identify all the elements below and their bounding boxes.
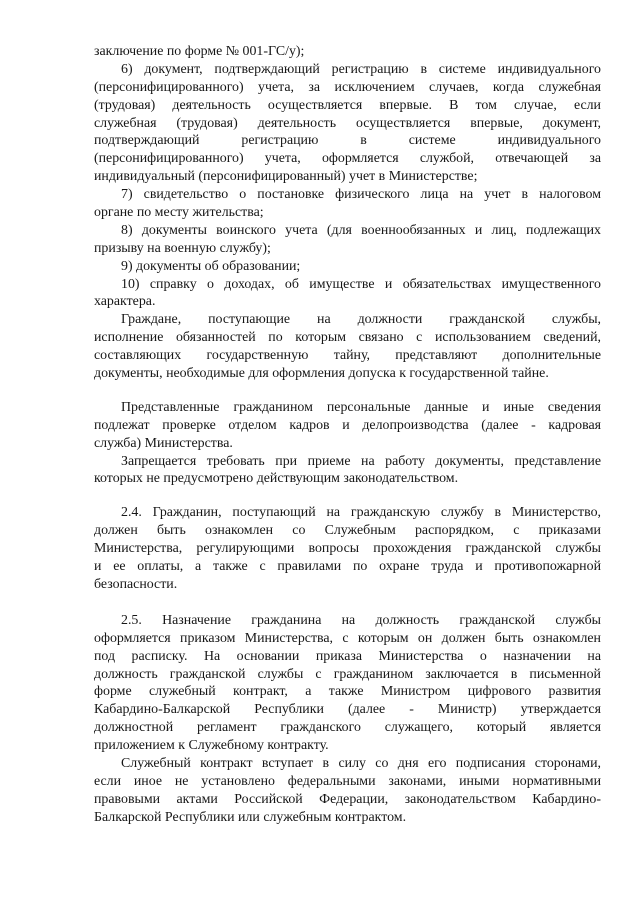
text-line: и ее оплаты, а также с правилами по охране труда и противопожарной <box>94 559 601 575</box>
text-line: исполнение обязанностей по которым связано с использованием сведений, <box>94 330 601 346</box>
text-line: призыву на военную службу); <box>94 240 271 256</box>
text-line: заключение по форме № 001-ГС/у); <box>94 44 305 59</box>
paragraph-spacer <box>94 594 601 612</box>
paragraph-spacer <box>94 488 601 504</box>
text-line: Кабардино-Балкарской Республики (далее - Министр) утверждается <box>94 702 601 718</box>
text-line: Министерства, регулирующими вопросы прохождения гражданской службы <box>94 541 601 557</box>
text-line: Граждане, поступающие на должности гражданской службы, <box>121 312 601 328</box>
text-line: должность гражданской службы с гражданином заключается в письменной <box>94 666 601 682</box>
text-line: безопасности. <box>94 576 178 592</box>
text-line: правовыми актами Российской Федерации, законодательством Кабардино- <box>94 791 601 807</box>
text-line: Представленные гражданином персональные данные и иные сведения <box>121 399 601 415</box>
paragraph-section-2-4 <box>94 504 601 593</box>
text-line: характера. <box>94 294 156 310</box>
text-line: 2.4. Гражданин, поступающий на гражданскую службу в Министерство, <box>121 505 601 521</box>
text-line: приложением к Служебному контракту. <box>94 738 329 754</box>
text-line: которых не предусмотрено действующим законодательством. <box>94 471 459 487</box>
text-line: 8) документы воинского учета (для военнообязанных и лиц, подлежащих <box>121 222 601 238</box>
text-line: документы, необходимые для оформления допуска к государственной тайне. <box>94 366 549 382</box>
paragraph-item-10-income-statement <box>94 276 601 312</box>
paragraph-contract-effective-date <box>94 755 601 827</box>
text-line: Запрещается требовать при приеме на работу документы, представление <box>121 453 601 469</box>
text-line: служебная (трудовая) деятельность осуществляется впервые, документ, <box>94 115 601 131</box>
text-line: служба) Министерства. <box>94 435 233 451</box>
text-line: подтверждающий регистрацию в системе индивидуального <box>94 133 601 149</box>
text-line: 2.5. Назначение гражданина на должность гражданской службы <box>121 612 601 628</box>
paragraph-item-6-registration-document <box>94 61 601 186</box>
text-line: должностной регламент гражданского служащего, который является <box>94 720 601 736</box>
paragraph-prohibited-document-requests <box>94 453 601 489</box>
text-line: 6) документ, подтверждающий регистрацию в системе индивидуального <box>121 61 601 77</box>
text-line: 9) документы об образовании; <box>121 258 301 274</box>
paragraph-medical-conclusion-end <box>94 43 601 61</box>
text-line: Служебный контракт вступает в силу со дня его подписания сторонами, <box>121 755 601 771</box>
paragraph-spacer <box>94 383 601 399</box>
text-line: под расписку. На основании приказа Министерства о назначении на <box>94 648 601 664</box>
text-line: 7) свидетельство о постановке физического лица на учет в налоговом <box>121 187 601 203</box>
paragraph-section-2-5 <box>94 612 601 755</box>
text-line: оформляется приказом Министерства, с которым он должен быть ознакомлен <box>94 630 601 646</box>
text-line: подлежат проверке отделом кадров и делопроизводства (далее - кадровая <box>94 417 601 433</box>
document-body <box>94 43 601 827</box>
paragraph-item-8-military-records <box>94 222 601 258</box>
paragraph-state-secret-clearance <box>94 311 601 383</box>
paragraph-item-7-tax-certificate <box>94 186 601 222</box>
text-line: (персонифицированного) учета, за исключением случаев, когда служебная <box>94 79 601 95</box>
text-line: (трудовая) деятельность осуществляется впервые. В том случае, если <box>94 97 601 113</box>
paragraph-item-9-education-documents <box>94 258 601 276</box>
text-line: индивидуальный (персонифицированный) учет в Министерстве; <box>94 169 478 185</box>
text-line: 10) справку о доходах, об имуществе и обязательствах имущественного <box>121 276 601 292</box>
text-line: должен быть ознакомлен со Служебным распорядком, с приказами <box>94 523 601 539</box>
text-line: составляющих государственную тайну, представляют дополнительные <box>94 348 601 364</box>
text-line: форме служебный контракт, а также Министром цифрового развития <box>94 684 601 700</box>
paragraph-personal-data-verification <box>94 399 601 453</box>
text-line: если иное не установлено федеральными законами, иными нормативными <box>94 773 601 789</box>
text-line: органе по месту жительства; <box>94 205 264 221</box>
text-line: (персонифицированного) учета, оформляется службой, отвечающей за <box>94 151 601 167</box>
text-line: Балкарской Республики или служебным контрактом. <box>94 809 407 825</box>
